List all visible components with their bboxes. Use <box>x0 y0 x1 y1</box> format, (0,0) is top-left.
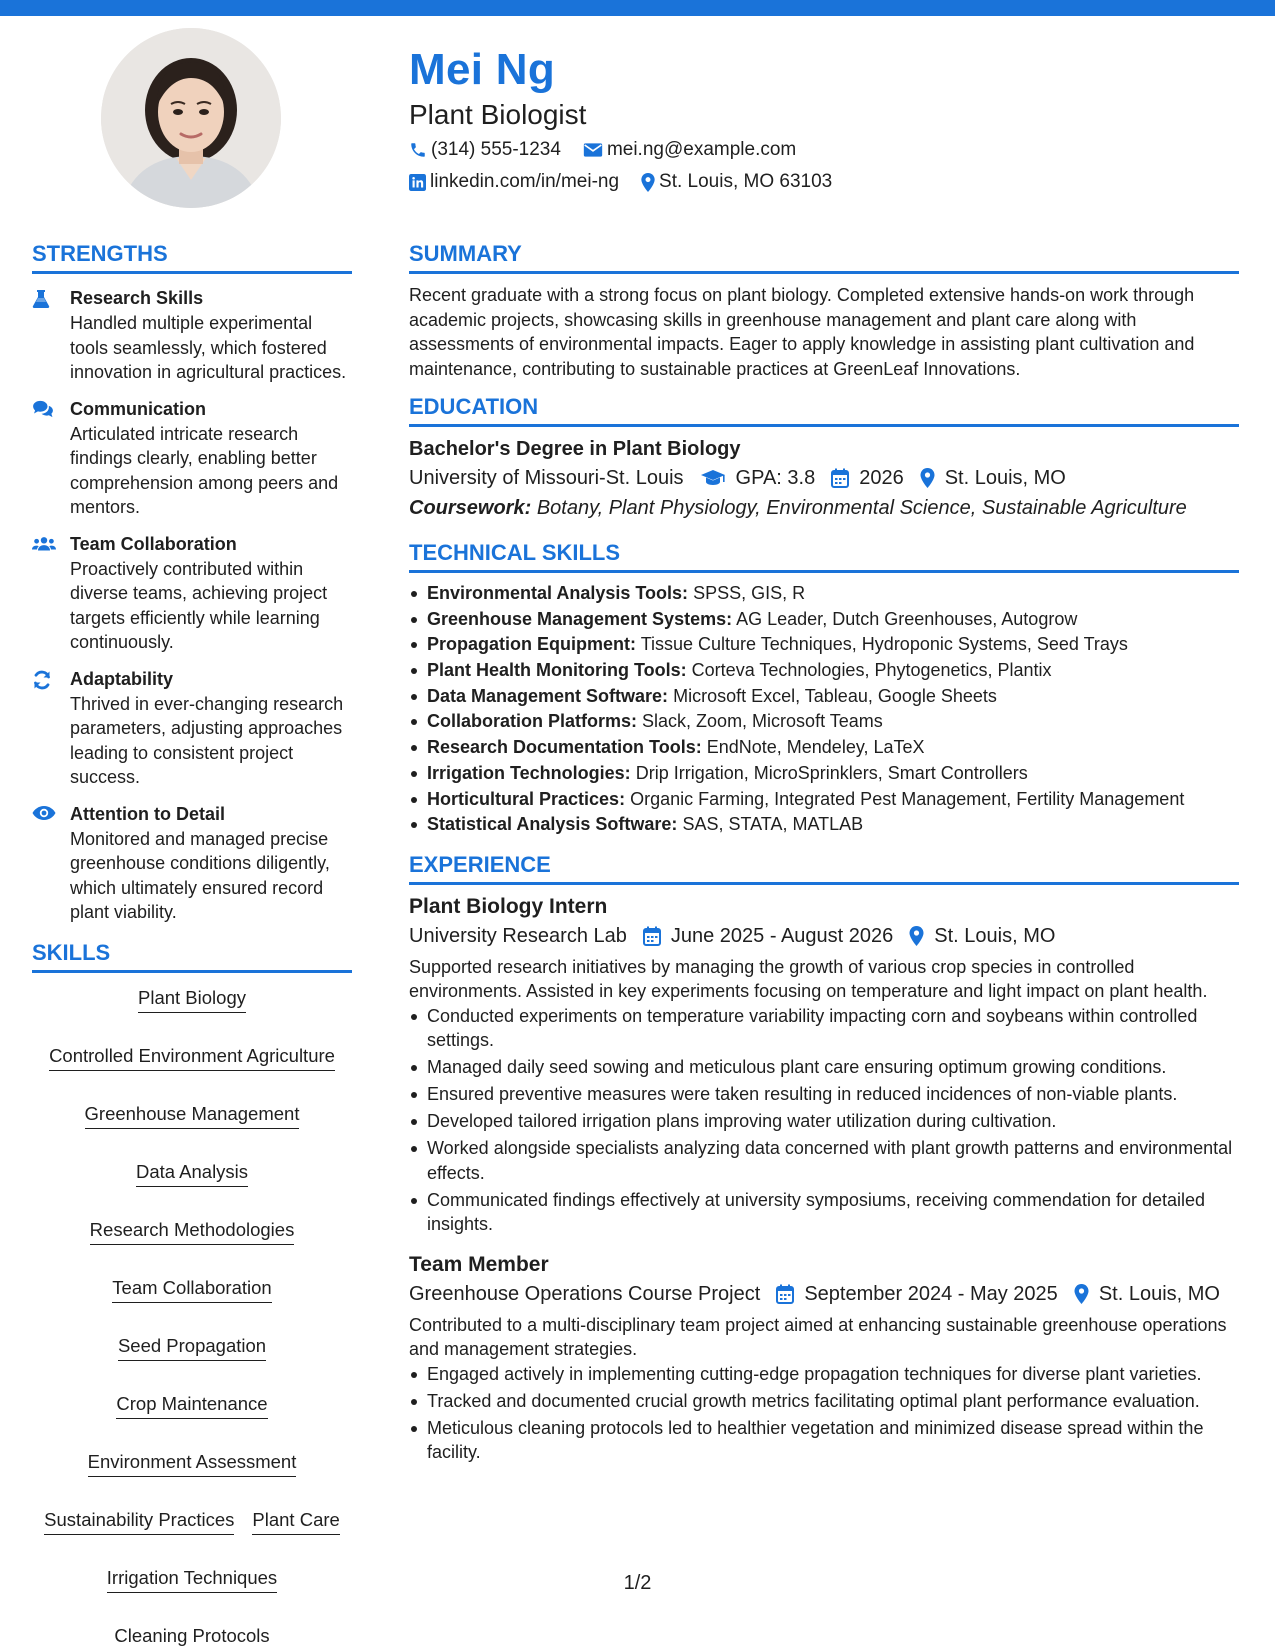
map-marker-icon <box>920 468 935 488</box>
job-location: St. Louis, MO <box>1074 1279 1220 1309</box>
list-item: Horticultural Practices: Organic Farming, Integrated Pest Management, Fertility Management <box>409 787 1239 812</box>
strength-title: Attention to Detail <box>70 803 225 824</box>
summary-heading: SUMMARY <box>409 240 1239 274</box>
email-text: mei.ng@example.com <box>606 139 797 160</box>
phone-contact <box>409 136 561 164</box>
eye-icon <box>32 805 56 821</box>
job-title: Plant Biology Intern <box>409 894 608 918</box>
right-column <box>409 240 1239 1467</box>
summary-text: Recent graduate with a strong focus on plant biology. Completed extensive hands-on work through academic projects, showcasing skills in greenhouse management and plant care along with assessments of environmental impacts. Eager to apply knowledge in assisting plant cultivation and maintenance, contributing to sustainable practices at GreenLeaf Innovations. <box>409 285 1195 379</box>
skill-tag: Cleaning Protocols <box>114 1623 269 1650</box>
profile-photo <box>101 28 281 208</box>
education-heading: EDUCATION <box>409 393 1239 427</box>
strength-desc: Proactively contributed within diverse teams, achieving project targets efficiently while learning continuously. <box>70 558 328 652</box>
strength-item <box>32 667 352 790</box>
graduation-cap-icon <box>700 469 726 487</box>
job-location: St. Louis, MO <box>909 921 1055 951</box>
strength-title: Adaptability <box>70 668 174 689</box>
sync-icon <box>32 670 52 690</box>
summary-section <box>409 240 1239 381</box>
list-item: Greenhouse Management Systems: AG Leader, Dutch Greenhouses, Autogrow <box>409 607 1239 632</box>
users-icon <box>32 535 56 553</box>
job-dates: June 2025 - August 2026 <box>643 921 893 951</box>
contact-row-2 <box>409 168 1229 196</box>
skill-tag: Greenhouse Management <box>85 1101 300 1129</box>
strength-item <box>32 286 352 385</box>
phone-text: (314) 555-1234 <box>431 139 561 160</box>
job-meta <box>409 1279 1239 1309</box>
strength-desc: Thrived in ever-changing research parameters, adjusting approaches leading to consistent project success. <box>70 693 344 787</box>
job-entry <box>409 893 1239 1237</box>
experience-heading: EXPERIENCE <box>409 851 1239 885</box>
job-org: University Research Lab <box>409 924 627 947</box>
job-org: Greenhouse Operations Course Project <box>409 1282 761 1305</box>
job-title: Team Member <box>409 1252 549 1276</box>
education-location: St. Louis, MO <box>920 463 1066 493</box>
skill-tag: Environment Assessment <box>88 1449 297 1477</box>
map-marker-icon <box>1074 1284 1089 1304</box>
education-meta <box>409 463 1239 493</box>
skill-tag: Plant Care <box>252 1507 339 1535</box>
list-item: Statistical Analysis Software: SAS, STATA, MATLAB <box>409 812 1239 837</box>
strength-item <box>32 802 352 925</box>
list-item: Tracked and documented crucial growth metrics facilitating optimal plant performance evaluation. <box>409 1389 1239 1414</box>
coursework <box>409 493 1239 523</box>
envelope-icon <box>583 142 603 158</box>
job-entry <box>409 1251 1239 1465</box>
calendar-icon <box>831 468 849 488</box>
graduation-year: 2026 <box>831 463 904 493</box>
degree-title: Bachelor's Degree in Plant Biology <box>409 438 741 460</box>
experience-section <box>409 851 1239 1465</box>
list-item: Irrigation Technologies: Drip Irrigation, MicroSprinklers, Smart Controllers <box>409 761 1239 786</box>
education-section <box>409 393 1239 523</box>
list-item: Worked alongside specialists analyzing data concerned with plant growth patterns and environmental effects. <box>409 1136 1239 1185</box>
skill-tag: Controlled Environment Agriculture <box>49 1043 335 1071</box>
skill-tag: Irrigation Techniques <box>107 1565 277 1593</box>
skill-tag: Data Analysis <box>136 1159 248 1187</box>
list-item: Conducted experiments on temperature variability impacting corn and soybeans within controlled settings. <box>409 1004 1239 1053</box>
left-column <box>32 240 352 1650</box>
job-dates: September 2024 - May 2025 <box>776 1279 1058 1309</box>
email-contact[interactable] <box>583 136 796 164</box>
strength-desc: Handled multiple experimental tools seamlessly, which fostered innovation in agricultural practices. <box>70 313 347 382</box>
list-item: Developed tailored irrigation plans improving water utilization during cultivation. <box>409 1109 1239 1134</box>
list-item: Managed daily seed sowing and meticulous plant care ensuring optimum growing conditions. <box>409 1055 1239 1080</box>
candidate-title: Plant Biologist <box>409 99 587 130</box>
list-item: Propagation Equipment: Tissue Culture Techniques, Hydroponic Systems, Seed Trays <box>409 632 1239 657</box>
strength-desc: Articulated intricate research findings clearly, enabling better comprehension among peers and mentors. <box>70 423 339 517</box>
map-marker-icon <box>909 926 924 946</box>
list-item: Environmental Analysis Tools: SPSS, GIS, R <box>409 581 1239 606</box>
list-item: Data Management Software: Microsoft Excel, Tableau, Google Sheets <box>409 684 1239 709</box>
location-contact <box>641 168 832 196</box>
skills-list <box>32 985 352 1650</box>
list-item: Research Documentation Tools: EndNote, Mendeley, LaTeX <box>409 735 1239 760</box>
job-summary: Contributed to a multi-disciplinary team project aimed at enhancing sustainable greenhouse operations and management strategies. <box>409 1314 1227 1360</box>
calendar-icon <box>776 1284 794 1304</box>
gpa: GPA: 3.8 <box>700 463 816 493</box>
job-meta <box>409 921 1239 951</box>
skill-tag: Crop Maintenance <box>116 1391 267 1419</box>
linkedin-contact[interactable] <box>409 168 619 196</box>
skills-section <box>32 939 352 1650</box>
list-item: Communicated findings effectively at university symposiums, receiving commendation for detailed insights. <box>409 1188 1239 1237</box>
list-item: Ensured preventive measures were taken resulting in reduced incidences of non-viable plants. <box>409 1082 1239 1107</box>
coursework-list: Botany, Plant Physiology, Environmental Science, Sustainable Agriculture <box>536 497 1187 519</box>
strength-title: Team Collaboration <box>70 533 237 554</box>
flask-icon <box>32 289 50 309</box>
strengths-heading: STRENGTHS <box>32 240 352 274</box>
list-item: Meticulous cleaning protocols led to healthier vegetation and minimized disease spread within the facility. <box>409 1416 1239 1465</box>
skill-tag: Research Methodologies <box>90 1217 295 1245</box>
phone-icon <box>409 141 427 159</box>
strength-item <box>32 397 352 520</box>
linkedin-text: linkedin.com/in/mei-ng <box>430 171 620 192</box>
strength-item <box>32 532 352 655</box>
strength-title: Communication <box>70 398 207 419</box>
strength-desc: Monitored and managed precise greenhouse conditions diligently, which ultimately ensured record plant viability. <box>70 828 330 922</box>
job-bullets <box>409 1004 1239 1237</box>
school-name: University of Missouri-St. Louis <box>409 467 684 489</box>
strength-title: Research Skills <box>70 288 204 308</box>
technical-skills-list <box>409 581 1239 837</box>
skill-tag: Seed Propagation <box>118 1333 266 1361</box>
job-bullets <box>409 1362 1239 1465</box>
technical-skills-heading: TECHNICAL SKILLS <box>409 539 1239 573</box>
comments-icon <box>32 400 54 418</box>
strengths-section <box>32 240 352 925</box>
skill-tag: Team Collaboration <box>112 1275 271 1303</box>
skill-tag: Sustainability Practices <box>44 1507 234 1535</box>
top-accent-bar <box>0 0 1275 16</box>
candidate-name: Mei Ng <box>409 45 556 94</box>
location-text: St. Louis, MO 63103 <box>659 171 833 192</box>
linkedin-icon <box>409 174 426 191</box>
skills-heading: SKILLS <box>32 939 352 973</box>
skill-tag: Plant Biology <box>138 985 246 1013</box>
strengths-list <box>32 286 352 925</box>
contact-row-1 <box>409 136 1229 164</box>
list-item: Plant Health Monitoring Tools: Corteva Technologies, Phytogenetics, Plantix <box>409 658 1239 683</box>
page-number: 1/2 <box>623 1572 652 1594</box>
job-summary: Supported research initiatives by managing the growth of various crop species in controlled environments. Assisted in key experiments focusing on temperature and light impact on plant health. <box>409 956 1208 1002</box>
calendar-icon <box>643 926 661 946</box>
technical-skills-section <box>409 539 1239 837</box>
list-item: Collaboration Platforms: Slack, Zoom, Microsoft Teams <box>409 709 1239 734</box>
resume-header <box>409 44 1229 196</box>
map-marker-icon <box>641 173 655 192</box>
coursework-label: Coursework: <box>409 497 532 519</box>
list-item: Engaged actively in implementing cutting-edge propagation techniques for diverse plant varieties. <box>409 1362 1239 1387</box>
